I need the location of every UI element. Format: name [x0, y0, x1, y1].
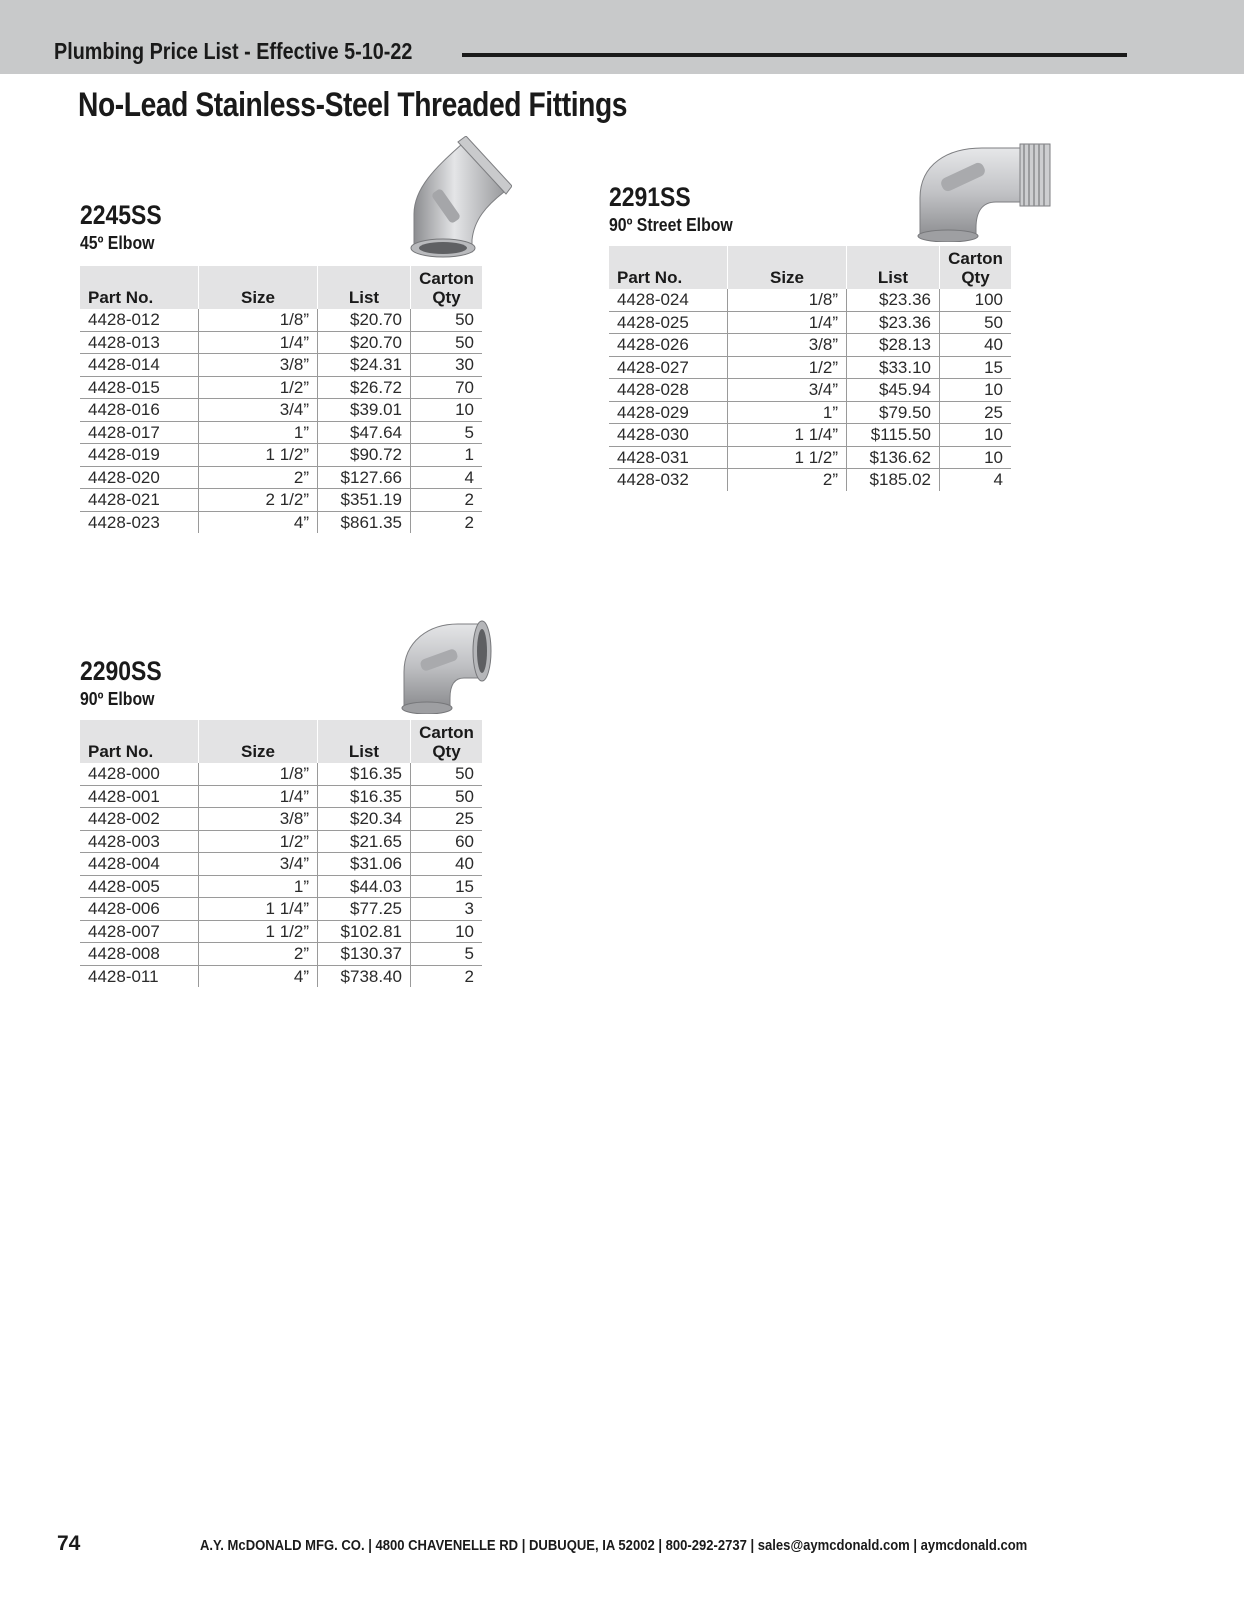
header-rule	[462, 53, 1127, 57]
table-row	[609, 424, 1011, 447]
part-no-cell: 4428-013	[80, 331, 199, 354]
carton-qty-cell: 4	[940, 469, 1012, 491]
product-2291ss	[609, 182, 750, 236]
table-row	[609, 289, 1011, 311]
carton-qty-cell: 10	[940, 379, 1012, 402]
part-no-cell: 4428-023	[88, 512, 160, 532]
size-cell: 1”	[199, 875, 318, 898]
carton-qty-cell: 40	[411, 853, 483, 876]
list-price-cell: $351.19	[318, 489, 411, 512]
part-no-cell: 4428-003	[80, 830, 199, 853]
list-price-cell: $861.35	[318, 511, 411, 533]
size-cell: 2 1/2”	[199, 489, 318, 512]
list-price-cell: $136.62	[847, 446, 940, 469]
size-cell: 2”	[199, 943, 318, 966]
part-no-cell: 4428-032	[617, 470, 689, 490]
list-price-cell: $738.40	[318, 965, 411, 987]
list-price-cell: $24.31	[318, 354, 411, 377]
table-row	[80, 376, 482, 399]
carton-qty-cell: 3	[411, 898, 483, 921]
column-header-size: Size	[199, 266, 318, 309]
carton-qty-cell: 15	[411, 875, 483, 898]
product-code: 2291SS	[609, 182, 691, 212]
list-price-cell: $79.50	[847, 401, 940, 424]
carton-qty-cell: 25	[411, 808, 483, 831]
part-no-cell: 4428-008	[80, 943, 199, 966]
size-cell: 4”	[199, 965, 318, 987]
product-code: 2290SS	[80, 656, 162, 686]
list-price-cell: $45.94	[847, 379, 940, 402]
table-row	[80, 444, 482, 467]
list-price-cell: $31.06	[318, 853, 411, 876]
product-2245ss	[80, 200, 176, 254]
table-row	[80, 943, 482, 966]
size-cell: 1/4”	[199, 785, 318, 808]
part-no-cell: 4428-027	[609, 356, 728, 379]
size-cell: 1 1/2”	[728, 446, 847, 469]
part-no-cell: 4428-019	[80, 444, 199, 467]
table-row	[80, 920, 482, 943]
table-row	[609, 311, 1011, 334]
list-price-cell: $20.70	[318, 309, 411, 331]
carton-qty-cell: 15	[940, 356, 1012, 379]
column-header-part-no: Part No.	[609, 246, 728, 289]
size-cell: 3/8”	[199, 808, 318, 831]
part-no-cell: 4428-014	[80, 354, 199, 377]
footer-contact-info: A.Y. McDONALD MFG. CO. | 4800 CHAVENELLE RD | DUBUQUE, IA 52002 | 800-292-2737 | sales@aymcdonald.com | aymcdonald.com	[200, 1538, 1028, 1554]
price-table-2291ss	[609, 246, 1011, 491]
elbow-90-photo	[398, 616, 496, 714]
list-price-cell: $39.01	[318, 399, 411, 422]
price-table-2245ss	[80, 266, 482, 533]
street-elbow-photo	[912, 140, 1054, 242]
carton-qty-cell: 10	[411, 920, 483, 943]
list-price-cell: $23.36	[847, 289, 940, 311]
size-cell: 1/8”	[199, 309, 318, 331]
table-row	[80, 763, 482, 785]
carton-qty-cell: 100	[940, 289, 1012, 311]
column-header-carton-qty: Carton Qty	[940, 246, 1012, 289]
size-cell: 1/2”	[728, 356, 847, 379]
size-cell: 3/4”	[199, 399, 318, 422]
part-no-cell: 4428-006	[80, 898, 199, 921]
part-no-cell: 4428-021	[80, 489, 199, 512]
part-no-cell: 4428-028	[609, 379, 728, 402]
carton-qty-cell: 40	[940, 334, 1012, 357]
size-cell: 3/8”	[199, 354, 318, 377]
column-header-list: List	[318, 720, 411, 763]
table-row	[80, 354, 482, 377]
list-price-cell: $20.34	[318, 808, 411, 831]
part-no-cell: 4428-031	[609, 446, 728, 469]
list-price-cell: $130.37	[318, 943, 411, 966]
carton-qty-cell: 5	[411, 421, 483, 444]
list-price-cell: $102.81	[318, 920, 411, 943]
carton-qty-cell: 50	[411, 331, 483, 354]
page-title: No-Lead Stainless-Steel Threaded Fittings	[78, 86, 628, 124]
list-price-cell: $127.66	[318, 466, 411, 489]
carton-qty-cell: 2	[411, 965, 483, 987]
product-name: 90º Elbow	[80, 689, 155, 709]
size-cell: 1/8”	[728, 289, 847, 311]
carton-qty-cell: 25	[940, 401, 1012, 424]
part-no-cell: 4428-012	[80, 309, 199, 331]
part-no-cell: 4428-030	[609, 424, 728, 447]
part-no-cell: 4428-029	[609, 401, 728, 424]
column-header-size: Size	[199, 720, 318, 763]
list-price-cell: $23.36	[847, 311, 940, 334]
list-price-cell: $16.35	[318, 785, 411, 808]
list-price-cell: $77.25	[318, 898, 411, 921]
price-table-2290ss	[80, 720, 482, 987]
size-cell: 2”	[199, 466, 318, 489]
table-row	[80, 511, 482, 533]
size-cell: 1”	[728, 401, 847, 424]
size-cell: 1/2”	[199, 830, 318, 853]
list-price-cell: $26.72	[318, 376, 411, 399]
part-no-cell: 4428-007	[80, 920, 199, 943]
column-header-list: List	[318, 266, 411, 309]
carton-qty-cell: 60	[411, 830, 483, 853]
carton-qty-cell: 50	[940, 311, 1012, 334]
part-no-cell: 4428-002	[80, 808, 199, 831]
page-number: 74	[57, 1532, 81, 1555]
table-row	[80, 466, 482, 489]
table-row	[609, 469, 1011, 491]
carton-qty-cell: 2	[411, 489, 483, 512]
table-row	[80, 489, 482, 512]
header-title: Plumbing Price List - Effective 5-10-22	[54, 38, 413, 64]
table-row	[80, 421, 482, 444]
list-price-cell: $90.72	[318, 444, 411, 467]
column-header-list: List	[847, 246, 940, 289]
table-row	[80, 331, 482, 354]
table-row	[80, 965, 482, 987]
part-no-cell: 4428-024	[609, 289, 728, 311]
size-cell: 3/4”	[199, 853, 318, 876]
column-header-part-no: Part No.	[80, 266, 199, 309]
list-price-cell: $44.03	[318, 875, 411, 898]
list-price-cell: $20.70	[318, 331, 411, 354]
carton-qty-cell: 1	[411, 444, 483, 467]
table-row	[80, 853, 482, 876]
product-name: 90º Street Elbow	[609, 215, 733, 235]
part-no-cell: 4428-000	[80, 763, 199, 785]
size-cell: 1/4”	[728, 311, 847, 334]
part-no-cell: 4428-015	[80, 376, 199, 399]
list-price-cell: $16.35	[318, 763, 411, 785]
part-no-cell: 4428-025	[609, 311, 728, 334]
part-no-cell: 4428-004	[80, 853, 199, 876]
size-cell: 1 1/4”	[199, 898, 318, 921]
table-row	[80, 830, 482, 853]
list-price-cell: $28.13	[847, 334, 940, 357]
elbow-45-photo	[400, 136, 512, 260]
list-price-cell: $33.10	[847, 356, 940, 379]
size-cell: 1”	[199, 421, 318, 444]
size-cell: 2”	[728, 469, 847, 491]
size-cell: 3/8”	[728, 334, 847, 357]
product-name: 45º Elbow	[80, 233, 155, 253]
column-header-size: Size	[728, 246, 847, 289]
part-no-cell: 4428-017	[80, 421, 199, 444]
size-cell: 3/4”	[728, 379, 847, 402]
carton-qty-cell: 70	[411, 376, 483, 399]
carton-qty-cell: 50	[411, 785, 483, 808]
column-header-carton-qty: Carton Qty	[411, 720, 483, 763]
size-cell: 1 1/4”	[728, 424, 847, 447]
carton-qty-cell: 10	[411, 399, 483, 422]
carton-qty-cell: 50	[411, 309, 483, 331]
part-no-cell: 4428-005	[80, 875, 199, 898]
size-cell: 1 1/2”	[199, 920, 318, 943]
table-row	[80, 309, 482, 331]
product-code: 2245SS	[80, 200, 162, 230]
carton-qty-cell: 10	[940, 446, 1012, 469]
part-no-cell: 4428-001	[80, 785, 199, 808]
carton-qty-cell: 5	[411, 943, 483, 966]
carton-qty-cell: 10	[940, 424, 1012, 447]
table-row	[609, 446, 1011, 469]
table-row	[80, 399, 482, 422]
size-cell: 1/2”	[199, 376, 318, 399]
column-header-carton-qty: Carton Qty	[411, 266, 483, 309]
size-cell: 4”	[199, 511, 318, 533]
table-row	[80, 808, 482, 831]
list-price-cell: $47.64	[318, 421, 411, 444]
carton-qty-cell: 2	[411, 511, 483, 533]
size-cell: 1/4”	[199, 331, 318, 354]
part-no-cell: 4428-016	[80, 399, 199, 422]
part-no-cell: 4428-020	[80, 466, 199, 489]
table-row	[80, 875, 482, 898]
carton-qty-cell: 50	[411, 763, 483, 785]
table-row	[80, 785, 482, 808]
table-row	[609, 401, 1011, 424]
carton-qty-cell: 4	[411, 466, 483, 489]
list-price-cell: $115.50	[847, 424, 940, 447]
list-price-cell: $21.65	[318, 830, 411, 853]
table-row	[609, 334, 1011, 357]
size-cell: 1 1/2”	[199, 444, 318, 467]
list-price-cell: $185.02	[847, 469, 940, 491]
product-2290ss	[80, 656, 176, 710]
table-row	[609, 379, 1011, 402]
table-row	[80, 898, 482, 921]
size-cell: 1/8”	[199, 763, 318, 785]
carton-qty-cell: 30	[411, 354, 483, 377]
part-no-cell: 4428-026	[609, 334, 728, 357]
table-row	[609, 356, 1011, 379]
part-no-cell: 4428-011	[88, 966, 159, 986]
column-header-part-no: Part No.	[80, 720, 199, 763]
